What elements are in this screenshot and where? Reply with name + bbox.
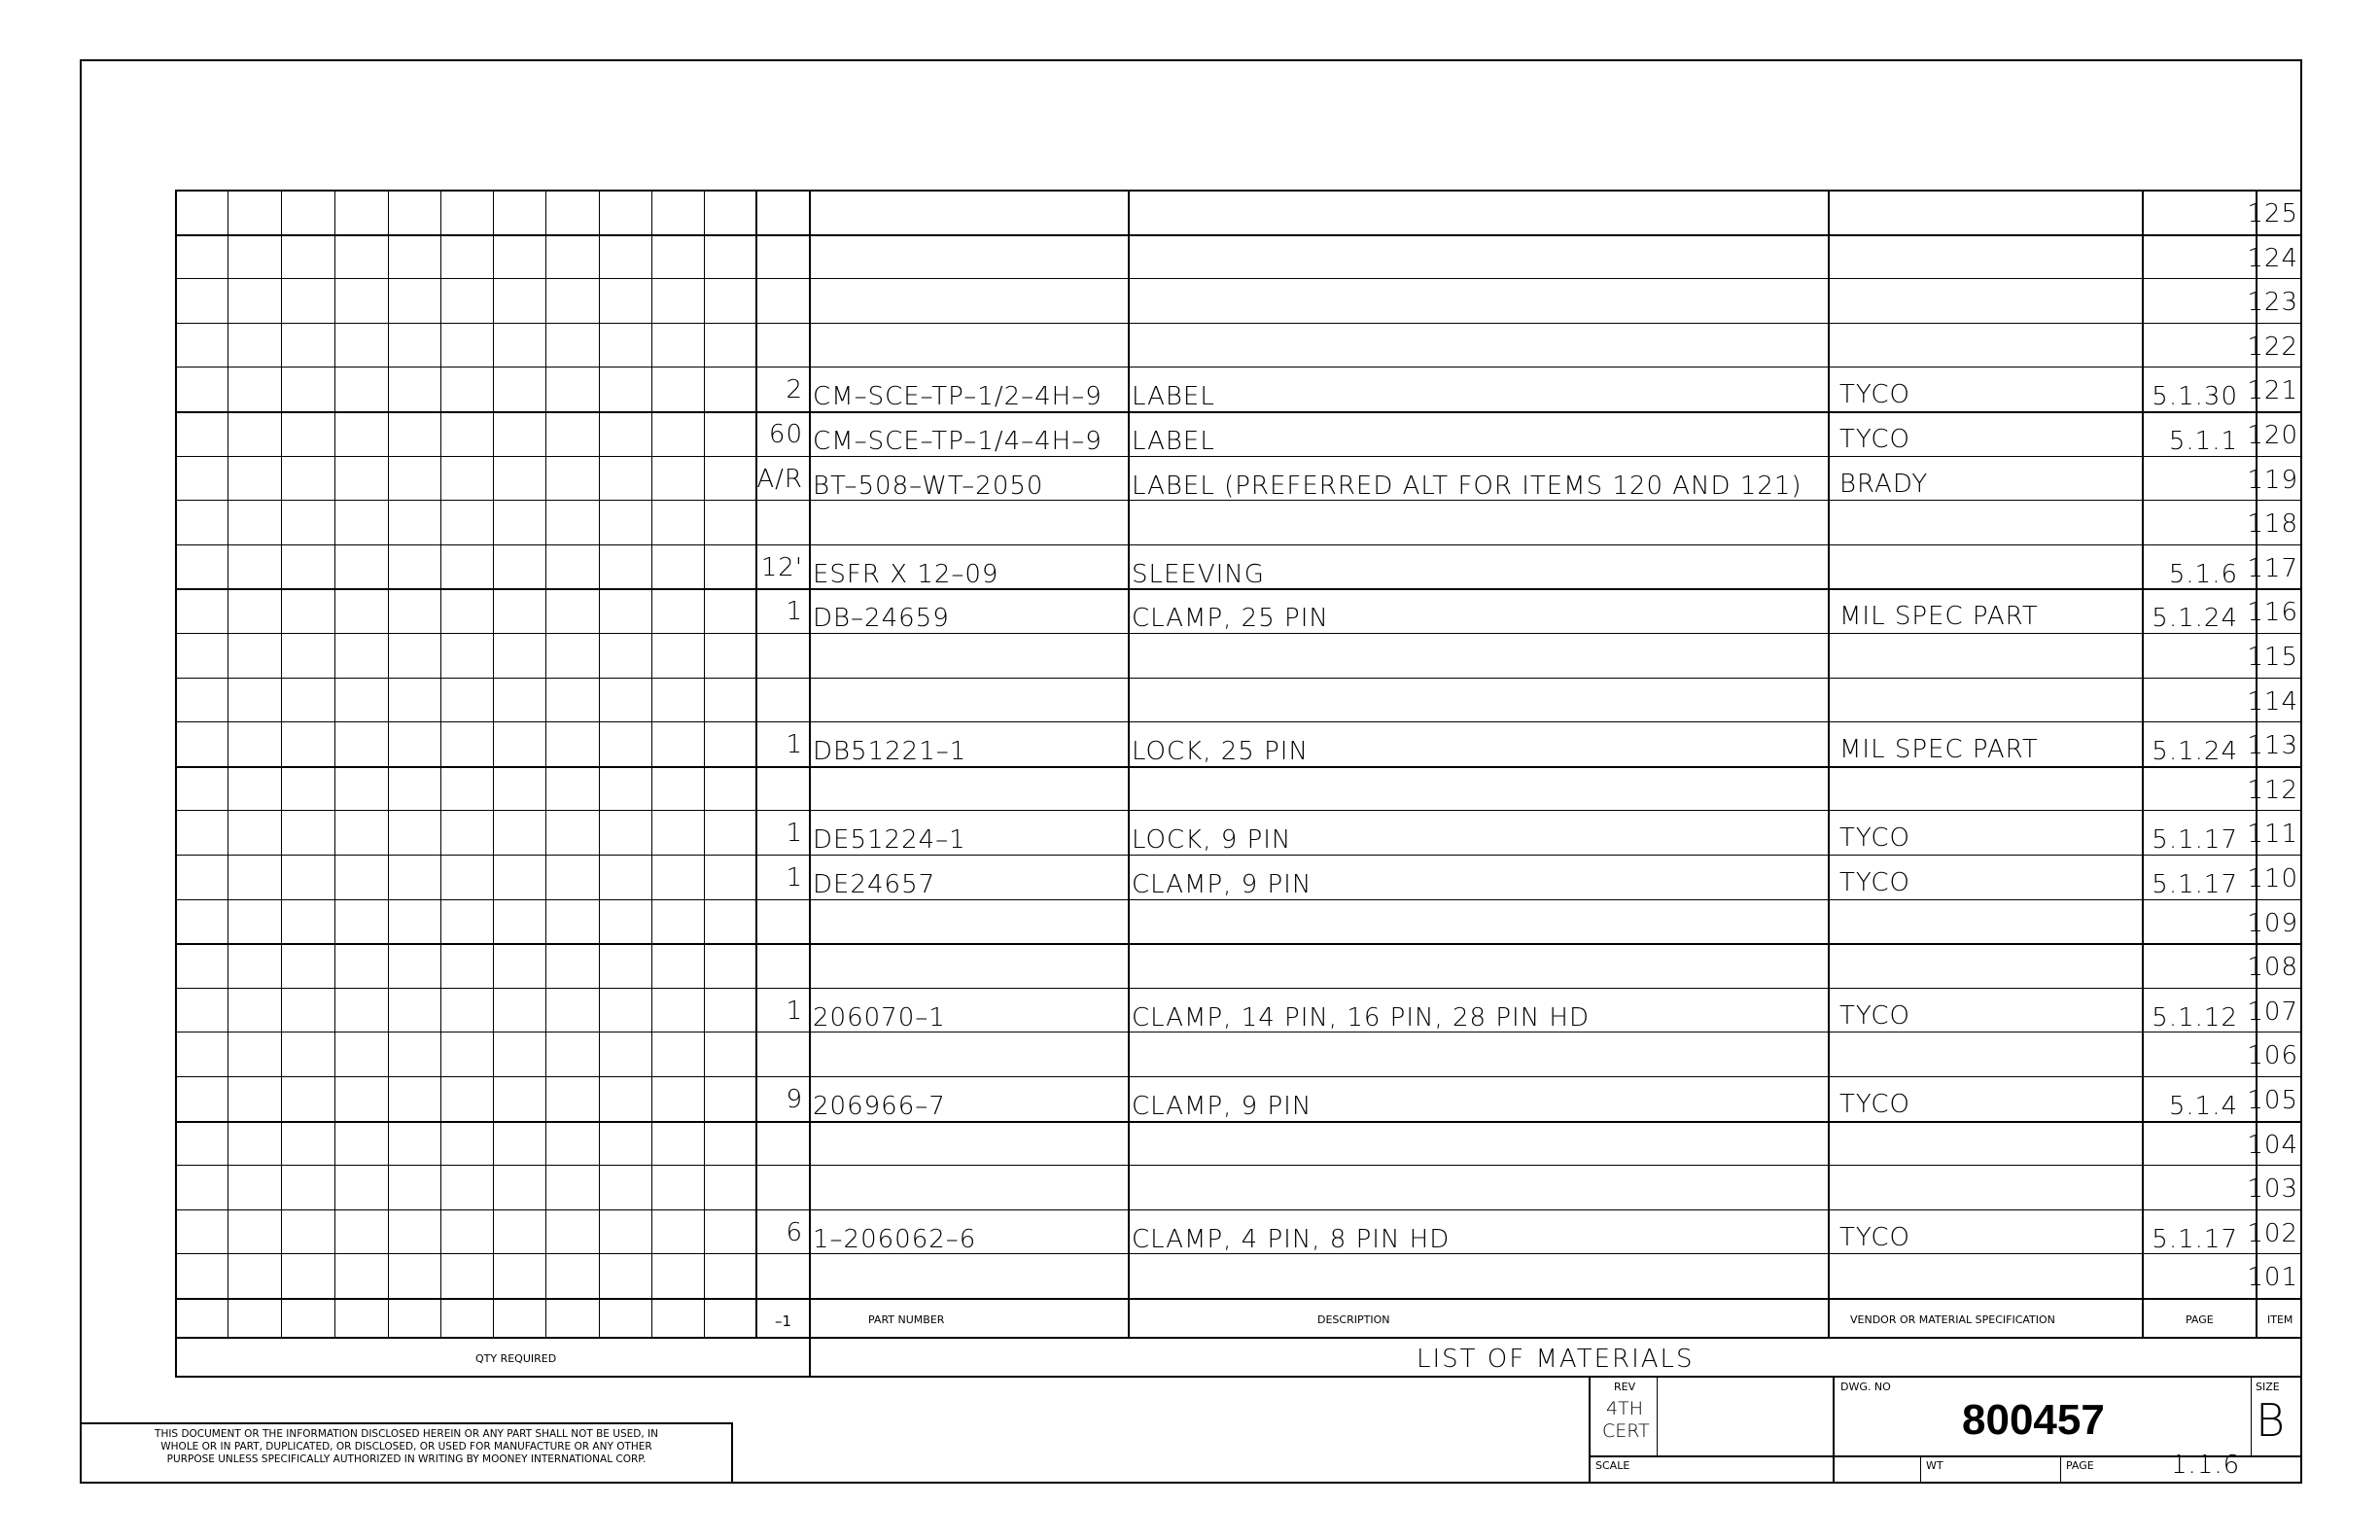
- qty-column-line: [545, 190, 546, 1337]
- vendor: TYCO: [1839, 1222, 1910, 1252]
- row-line: [175, 278, 2302, 279]
- item-number: 112: [2247, 775, 2298, 805]
- item-column-line: [2256, 190, 2258, 1337]
- row-line: [175, 190, 2302, 192]
- vendor: MIL SPEC PART: [1839, 602, 2039, 632]
- drawing-frame: [80, 59, 2302, 1484]
- qty-value: 60: [768, 420, 803, 449]
- title-block-line: [1589, 1376, 1591, 1482]
- qty-value: 12': [760, 552, 803, 582]
- row-line: [175, 1298, 2302, 1300]
- header-dash: –1: [775, 1312, 792, 1330]
- row-line: [175, 988, 2302, 989]
- qty-value: 1: [786, 819, 803, 849]
- page-ref: 5.1.6: [2168, 559, 2238, 589]
- qty-required-bottom-line: [175, 1376, 809, 1378]
- item-number: 114: [2247, 686, 2298, 717]
- part-number: CM–SCE–TP–1/4–4H–9: [813, 427, 1102, 456]
- item-number: 116: [2247, 598, 2298, 628]
- row-line: [175, 1076, 2302, 1077]
- part-number: 206966–7: [813, 1092, 946, 1121]
- disclaimer-line: PURPOSE UNLESS SPECIFICALLY AUTHORIZED IN WRITING BY MOONEY INTERNATIONAL CORP.: [166, 1453, 647, 1465]
- header-page: PAGE: [2186, 1313, 2214, 1326]
- qty-value: 2: [786, 375, 803, 405]
- qty-value: A/R: [756, 464, 803, 494]
- row-line: [175, 855, 2302, 856]
- vendor: TYCO: [1839, 425, 1910, 454]
- page-ref: 5.1.30: [2152, 382, 2238, 412]
- qty-column-line: [440, 190, 441, 1337]
- size-label: SIZE: [2256, 1381, 2280, 1393]
- header-part-number: PART NUMBER: [868, 1313, 945, 1326]
- item-number: 119: [2247, 465, 2298, 495]
- description: LABEL (PREFERRED ALT FOR ITEMS 120 AND 121): [1132, 471, 1802, 501]
- rev-value-cert: CERT: [1602, 1420, 1650, 1442]
- part-number: DB51221–1: [813, 737, 967, 767]
- qty-column-line: [388, 190, 389, 1337]
- drawing-number: 800457: [1962, 1396, 2105, 1444]
- vendor: TYCO: [1839, 380, 1910, 410]
- vendor: MIL SPEC PART: [1839, 735, 2039, 765]
- disclaimer-top-line: [80, 1422, 731, 1424]
- dwg-no-label: DWG. NO: [1840, 1381, 1891, 1393]
- item-number: 106: [2247, 1041, 2298, 1071]
- row-line: [175, 411, 2302, 413]
- description: LOCK, 9 PIN: [1132, 825, 1292, 856]
- description: SLEEVING: [1132, 559, 1265, 589]
- title-block-line: [2251, 1376, 2252, 1455]
- item-number: 115: [2247, 643, 2298, 672]
- header-bottom-line: [175, 1337, 2302, 1339]
- qty-value: 1: [786, 996, 803, 1026]
- vendor-column-line: [1828, 190, 1830, 1337]
- qty-column-line: [651, 190, 652, 1337]
- item-number: 117: [2247, 553, 2298, 583]
- title-block-line: [1920, 1455, 1921, 1482]
- item-number: 110: [2247, 864, 2298, 893]
- item-number: 109: [2247, 908, 2298, 938]
- vendor: TYCO: [1839, 823, 1910, 854]
- row-line: [175, 633, 2302, 634]
- part-number: ESFR X 12–09: [813, 559, 999, 589]
- qty-column-line: [175, 190, 177, 1376]
- desc-column-line: [1128, 190, 1130, 1337]
- item-number: 122: [2247, 332, 2298, 362]
- item-number: 102: [2247, 1218, 2298, 1248]
- row-line: [175, 1209, 2302, 1210]
- qty-value: 6: [786, 1217, 803, 1247]
- size-value: B: [2256, 1394, 2286, 1447]
- item-number: 105: [2247, 1086, 2298, 1115]
- part-number: 1–206062–6: [813, 1224, 977, 1254]
- page-ref: 5.1.17: [2152, 870, 2238, 899]
- part-number: BT–508–WT–2050: [813, 471, 1044, 501]
- part-number: CM–SCE–TP–1/2–4H–9: [813, 382, 1102, 412]
- description: CLAMP, 14 PIN, 16 PIN, 28 PIN HD: [1132, 1002, 1590, 1032]
- item-number: 111: [2247, 820, 2298, 850]
- qty-value: 1: [786, 597, 803, 627]
- page-ref: 5.1.17: [2152, 825, 2238, 856]
- page-ref: 5.1.4: [2168, 1092, 2238, 1121]
- item-number: 103: [2247, 1174, 2298, 1205]
- vendor: TYCO: [1839, 1090, 1910, 1119]
- row-line: [175, 367, 2302, 368]
- page-label: PAGE: [2066, 1459, 2094, 1472]
- qty-column-line: [599, 190, 600, 1337]
- qty-column-line: [493, 190, 494, 1337]
- row-line: [175, 544, 2302, 545]
- qty-required-label: QTY REQUIRED: [475, 1352, 557, 1365]
- disclaimer-line: WHOLE OR IN PART, DUPLICATED, OR DISCLOSED, OR USED FOR MANUFACTURE OR ANY OTHER: [160, 1441, 652, 1452]
- rev-label: REV: [1614, 1381, 1636, 1393]
- description: CLAMP, 4 PIN, 8 PIN HD: [1132, 1224, 1451, 1254]
- part-number: DE51224–1: [813, 825, 966, 856]
- title-block-line: [2060, 1455, 2061, 1482]
- qty-column-line: [281, 190, 282, 1337]
- item-number: 101: [2247, 1263, 2298, 1293]
- title-block-line: [1833, 1376, 1835, 1482]
- item-number: 104: [2247, 1130, 2298, 1160]
- qty-value: 1: [786, 730, 803, 760]
- qty-column-line: [704, 190, 705, 1337]
- part-number: 206070–1: [813, 1002, 946, 1032]
- description: CLAMP, 25 PIN: [1132, 604, 1329, 634]
- item-number: 108: [2247, 953, 2298, 983]
- wt-label: WT: [1926, 1459, 1943, 1472]
- part-number: DB–24659: [813, 604, 950, 634]
- description: LABEL: [1132, 382, 1215, 412]
- vendor: TYCO: [1839, 868, 1910, 897]
- item-number: 124: [2247, 243, 2298, 273]
- scale-label: SCALE: [1595, 1459, 1630, 1472]
- item-number: 125: [2247, 199, 2298, 228]
- page-ref: 5.1.1: [2168, 427, 2238, 456]
- item-number: 121: [2247, 376, 2298, 406]
- row-line: [175, 1165, 2302, 1166]
- header-item: ITEM: [2267, 1313, 2293, 1326]
- row-line: [175, 678, 2302, 679]
- qty-column-line: [755, 190, 757, 1337]
- list-of-materials-title: LIST OF MATERIALS: [1417, 1345, 1695, 1374]
- vendor: TYCO: [1839, 1000, 1910, 1031]
- qty-value: 9: [786, 1085, 803, 1114]
- list-title-bottom-line: [809, 1376, 2302, 1378]
- row-line: [175, 323, 2302, 324]
- row-line: [175, 810, 2302, 811]
- qty-value: 1: [786, 863, 803, 892]
- part-number: DE24657: [813, 870, 936, 899]
- row-line: [175, 721, 2302, 722]
- page-ref: 5.1.24: [2152, 737, 2238, 767]
- item-number: 123: [2247, 288, 2298, 318]
- disclaimer: [84, 1428, 729, 1466]
- disclaimer-right-line: [731, 1422, 733, 1482]
- item-number: 120: [2247, 421, 2298, 450]
- description: LABEL: [1132, 427, 1215, 456]
- header-description: DESCRIPTION: [1317, 1313, 1390, 1326]
- description: CLAMP, 9 PIN: [1132, 1092, 1312, 1121]
- page-column-line: [2142, 190, 2144, 1337]
- disclaimer-line: THIS DOCUMENT OR THE INFORMATION DISCLOSED HEREIN OR ANY PART SHALL NOT BE USED, IN: [155, 1428, 658, 1440]
- vendor: BRADY: [1839, 469, 1929, 499]
- qty-column-line: [334, 190, 335, 1337]
- page-value: 1.1.6: [2171, 1451, 2241, 1480]
- description: LOCK, 25 PIN: [1132, 737, 1309, 767]
- part-column-line: [809, 190, 811, 1376]
- row-line: [175, 456, 2302, 457]
- item-number: 107: [2247, 997, 2298, 1027]
- row-line: [175, 234, 2302, 236]
- description: CLAMP, 9 PIN: [1132, 870, 1312, 899]
- row-line: [175, 766, 2302, 768]
- page-ref: 5.1.24: [2152, 604, 2238, 634]
- page-ref: 5.1.12: [2152, 1002, 2238, 1032]
- item-number: 113: [2247, 731, 2298, 761]
- header-vendor: VENDOR OR MATERIAL SPECIFICATION: [1850, 1313, 2055, 1326]
- rev-value: 4TH: [1606, 1398, 1643, 1419]
- item-number: 118: [2247, 509, 2298, 540]
- row-line: [175, 943, 2302, 945]
- page-ref: 5.1.17: [2152, 1224, 2238, 1254]
- title-block-line: [1657, 1376, 1658, 1455]
